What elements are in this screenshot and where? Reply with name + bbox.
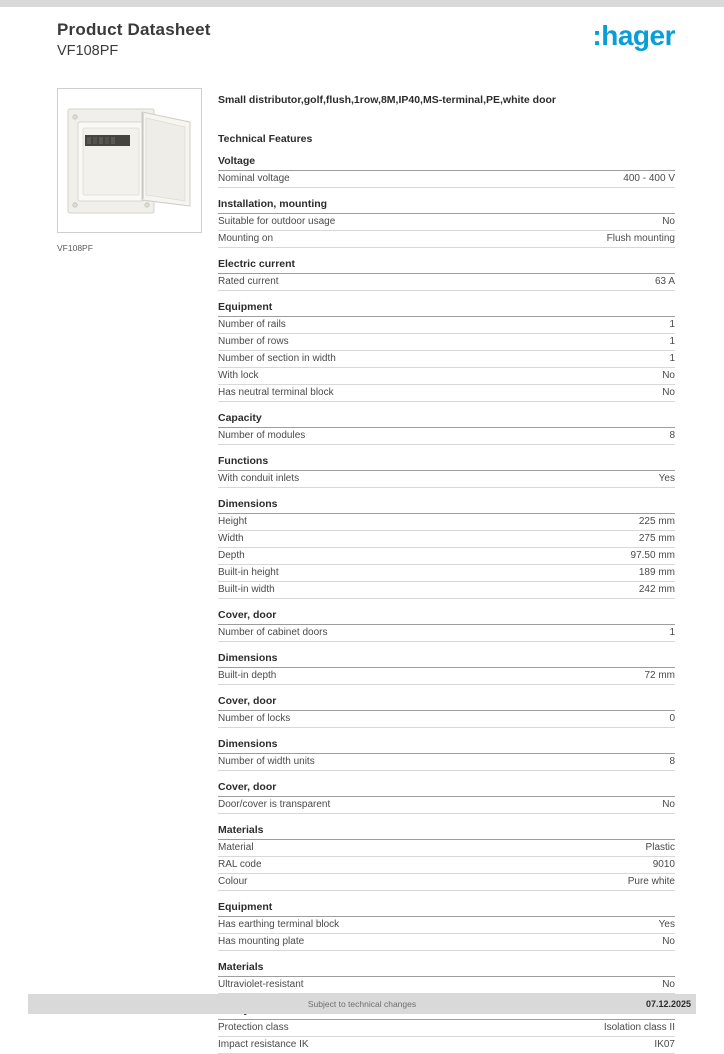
spec-section — [218, 824, 675, 891]
spec-section-title: Dimensions — [218, 652, 675, 668]
spec-value: 1 — [669, 336, 675, 347]
spec-label: Colour — [218, 876, 248, 887]
spec-label: Built-in height — [218, 567, 279, 578]
spec-value: 1 — [669, 319, 675, 330]
spec-row — [218, 428, 675, 445]
spec-row — [218, 668, 675, 685]
spec-label: Door/cover is transparent — [218, 799, 331, 810]
spec-label: Has earthing terminal block — [218, 919, 340, 930]
spec-row — [218, 171, 675, 188]
spec-value: No — [662, 799, 675, 810]
spec-value: 275 mm — [638, 533, 675, 544]
spec-label: Number of width units — [218, 756, 315, 767]
spec-value: No — [662, 936, 675, 947]
spec-value: 1 — [669, 627, 675, 638]
spec-row — [218, 514, 675, 531]
spec-label: RAL code — [218, 859, 262, 870]
spec-section-title: Electric current — [218, 258, 675, 274]
spec-value: IK07 — [654, 1039, 675, 1050]
spec-row — [218, 582, 675, 599]
spec-row — [218, 274, 675, 291]
page-title: Product Datasheet — [57, 20, 211, 39]
spec-value: No — [662, 979, 675, 990]
spec-section — [218, 455, 675, 488]
spec-row — [218, 1020, 675, 1037]
spec-value: No — [662, 370, 675, 381]
spec-label: Material — [218, 842, 254, 853]
spec-section — [218, 738, 675, 771]
distributor-illustration-icon — [58, 89, 201, 232]
spec-value: 400 - 400 V — [623, 173, 675, 184]
spec-label: Has neutral terminal block — [218, 387, 334, 398]
spec-row — [218, 797, 675, 814]
spec-label: Mounting on — [218, 233, 274, 244]
content — [57, 88, 675, 1054]
footer-note: Subject to technical changes — [307, 999, 417, 1009]
spec-section-title: Dimensions — [218, 498, 675, 514]
spec-section-title: Materials — [218, 961, 675, 977]
spec-value: 225 mm — [638, 516, 675, 527]
spec-value: 1 — [669, 353, 675, 364]
spec-value: No — [662, 387, 675, 398]
spec-row — [218, 231, 675, 248]
product-image-column — [57, 88, 202, 1054]
spec-row — [218, 934, 675, 951]
spec-section-title: Materials — [218, 824, 675, 840]
spec-label: Protection class — [218, 1022, 289, 1033]
spec-label: Depth — [218, 550, 245, 561]
spec-value: 8 — [669, 756, 675, 767]
spec-column — [218, 88, 675, 1054]
spec-label: Number of locks — [218, 713, 291, 724]
spec-row — [218, 317, 675, 334]
spec-section-title: Cover, door — [218, 695, 675, 711]
product-description: Small distributor,golf,flush,1row,8M,IP40,MS-terminal,PE,white door — [218, 94, 556, 106]
spec-value: 189 mm — [638, 567, 675, 578]
spec-section — [218, 155, 675, 188]
spec-label: Height — [218, 516, 247, 527]
spec-sections — [218, 155, 675, 1054]
spec-row — [218, 874, 675, 891]
spec-label: Built-in depth — [218, 670, 277, 681]
spec-section — [218, 695, 675, 728]
spec-section — [218, 609, 675, 642]
spec-value: 9010 — [652, 859, 675, 870]
spec-section-title: Installation, mounting — [218, 198, 675, 214]
spec-row — [218, 711, 675, 728]
spec-row — [218, 334, 675, 351]
spec-section — [218, 301, 675, 402]
spec-section — [218, 901, 675, 951]
header-titles — [57, 20, 211, 59]
top-bar — [0, 0, 724, 7]
footer-bar — [28, 994, 696, 1014]
spec-label: Impact resistance IK — [218, 1039, 309, 1050]
spec-section-title: Equipment — [218, 301, 675, 317]
product-image-caption: VF108PF — [57, 243, 93, 253]
spec-label: Rated current — [218, 276, 279, 287]
spec-row — [218, 565, 675, 582]
spec-row — [218, 531, 675, 548]
spec-section-title: Cover, door — [218, 609, 675, 625]
spec-label: Has mounting plate — [218, 936, 305, 947]
spec-section-title: Capacity — [218, 412, 675, 428]
product-reference: VF108PF — [57, 43, 119, 59]
spec-section-title: Equipment — [218, 901, 675, 917]
spec-value: 63 A — [654, 276, 675, 287]
spec-label: Nominal voltage — [218, 173, 290, 184]
spec-section-title: Dimensions — [218, 738, 675, 754]
spec-section — [218, 652, 675, 685]
spec-row — [218, 625, 675, 642]
spec-section — [218, 258, 675, 291]
spec-label: Number of rails — [218, 319, 286, 330]
spec-label: Suitable for outdoor usage — [218, 216, 336, 227]
spec-value: Plastic — [645, 842, 675, 853]
spec-label: Number of modules — [218, 430, 306, 441]
spec-value: Yes — [658, 473, 675, 484]
spec-label: With lock — [218, 370, 259, 381]
spec-row — [218, 548, 675, 565]
spec-section — [218, 961, 675, 994]
spec-row — [218, 351, 675, 368]
spec-value: 8 — [669, 430, 675, 441]
spec-value: 242 mm — [638, 584, 675, 595]
spec-label: With conduit inlets — [218, 473, 300, 484]
spec-section — [218, 412, 675, 445]
footer-date: 07.12.2025 — [645, 999, 691, 1009]
spec-row — [218, 385, 675, 402]
header — [57, 20, 675, 59]
spec-value: 72 mm — [644, 670, 675, 681]
spec-row — [218, 1037, 675, 1054]
spec-label: Width — [218, 533, 244, 544]
technical-features-heading: Technical Features — [218, 133, 313, 145]
spec-section-title: Voltage — [218, 155, 675, 171]
spec-section — [218, 781, 675, 814]
spec-section — [218, 498, 675, 599]
spec-label: Number of cabinet doors — [218, 627, 328, 638]
spec-value: Flush mounting — [606, 233, 675, 244]
spec-row — [218, 471, 675, 488]
spec-row — [218, 857, 675, 874]
spec-label: Built-in width — [218, 584, 275, 595]
spec-label: Ultraviolet-resistant — [218, 979, 304, 990]
spec-row — [218, 840, 675, 857]
spec-value: No — [662, 216, 675, 227]
spec-row — [218, 754, 675, 771]
spec-value: Yes — [658, 919, 675, 930]
product-image — [57, 88, 202, 233]
spec-label: Number of rows — [218, 336, 289, 347]
hager-logo: :hager — [592, 20, 675, 51]
spec-row — [218, 977, 675, 994]
spec-section — [218, 198, 675, 248]
spec-value: 97.50 mm — [630, 550, 675, 561]
spec-value: Isolation class II — [603, 1022, 675, 1033]
spec-label: Number of section in width — [218, 353, 336, 364]
spec-value: 0 — [669, 713, 675, 724]
spec-row — [218, 214, 675, 231]
spec-row — [218, 368, 675, 385]
spec-value: Pure white — [627, 876, 675, 887]
spec-section-title: Cover, door — [218, 781, 675, 797]
spec-section-title: Functions — [218, 455, 675, 471]
spec-row — [218, 917, 675, 934]
